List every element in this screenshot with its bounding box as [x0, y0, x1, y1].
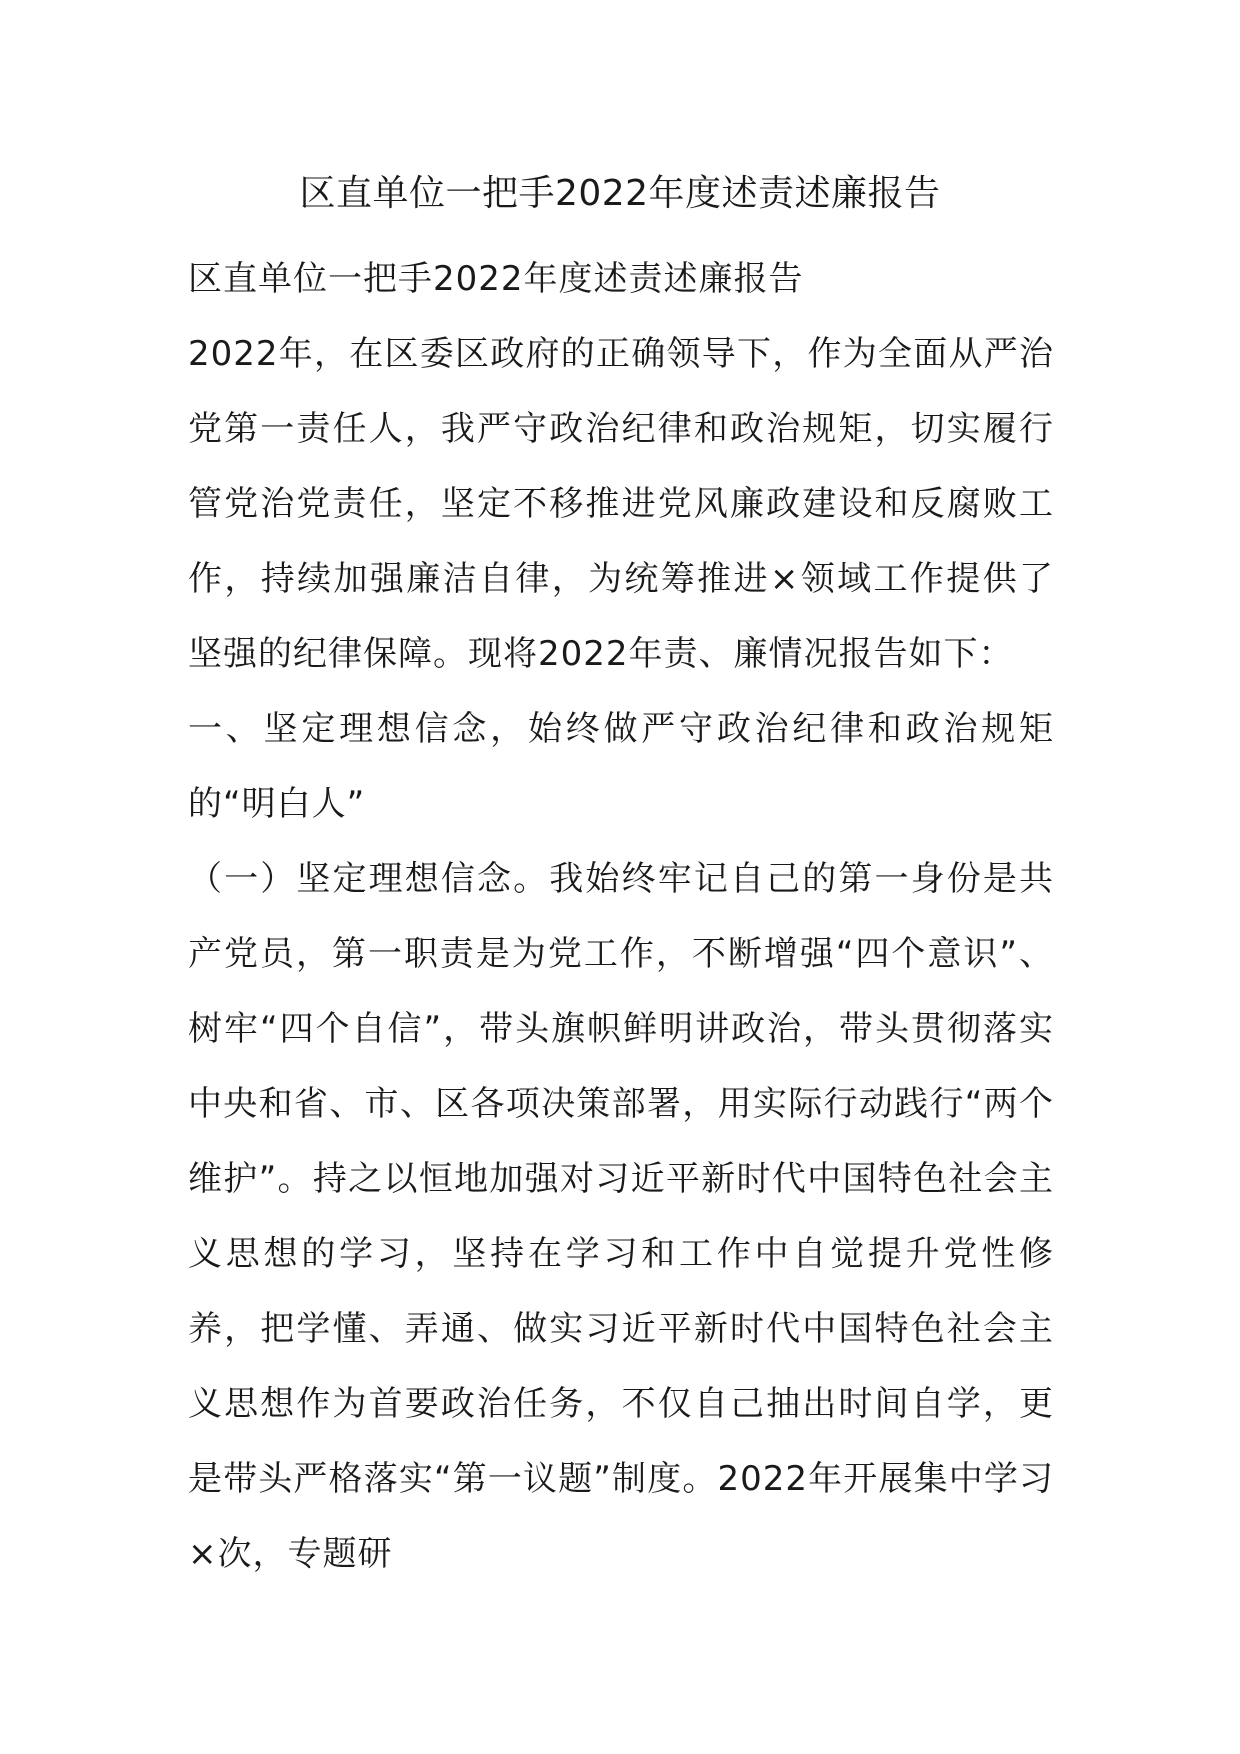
- section-paragraph: （一）坚定理想信念。我始终牢记自己的第一身份是共产党员，第一职责是为党工作，不断增强“四个意识”、树牢“四个自信”，带头旗帜鲜明讲政治，带头贯彻落实中央和省、市、区各项决策部署，用实际行动践行“两个维护”。持之以恒地加强对习近平新时代中国特色社会主义思想的学习，坚持在学习和工作中自觉提升党性修养，把学懂、弄通、做实习近平新时代中国特色社会主义思想作为首要政治任务，不仅自己抽出时间自学，更是带头严格落实“第一议题”制度。2022年开展集中学习×次，专题研: [188, 859, 1054, 1574]
- subtitle-paragraph: 区直单位一把手2022年度述责述廉报告: [188, 259, 804, 299]
- intro-paragraph: 2022年，在区委区政府的正确领导下，作为全面从严治党第一责任人，我严守政治纪律和政治规矩，切实履行管党治党责任，坚定不移推进党风廉政建设和反腐败工作，持续加强廉洁自律，为统筹推进×领域工作提供了坚强的纪律保障。现将2022年责、廉情况报告如下：: [188, 334, 1054, 674]
- section-heading: 一、坚定理想信念，始终做严守政治纪律和政治规矩的“明白人”: [188, 709, 1054, 824]
- document-body: [188, 242, 1054, 1592]
- document-title: 区直单位一把手2022年度述责述廉报告: [299, 173, 941, 214]
